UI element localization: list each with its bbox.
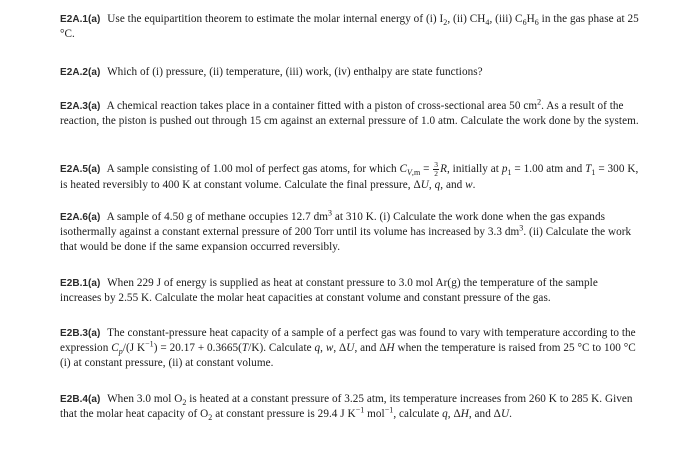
problem-id: E2A.3(a): [60, 101, 101, 112]
problem-text: A sample consisting of 1.00 mol of perfect gas atoms, for which $C_{V,m}$ = $\frac{3}{2}$ R, initially at $p_1 = 1.00$ atm and $T_1 = 300$ K, is heated reversibly to 400 K at constant volume. Calculate the final pressure, ΔU, q, and w.: [60, 160, 639, 191]
problem-text: The constant-pressure heat capacity of a sample of a perfect gas was found to vary with temperature according to the expression $C_p/(J$ $K^{-1}) = 20.17 + 0.3665(T/K)$. Calculate q, w, ΔU, and ΔH when the temperature is raised from 25 °C to 100 °C (i) at constant pressure, (ii) at constant volume.: [60, 327, 636, 369]
problem-text: Use the equipartition theorem to estimate the molar internal energy of (i) $I_2$, (ii) $CH_4$, (iii) $C_6H_6$ in the gas phase at 25 °C.: [60, 13, 639, 40]
problem-e2a-6a: [60, 210, 640, 255]
problem-text: Which of (i) pressure, (ii) temperature, (iii) work, (iv) enthalpy are state functions?: [107, 66, 483, 78]
problem-id: E2A.5(a): [60, 164, 101, 176]
problem-text: When 3.0 mol $O_2$ is heated at a constant pressure of 3.25 atm, its temperature increases from 260 K to 285 K. Given that the molar heat capacity of $O_2$ at constant pressure is 29.4 J $K^{-1}$ mol$^{-1}$, calculate q, ΔH, and ΔU.: [60, 393, 633, 423]
problem-text: A chemical reaction takes place in a container fitted with a piston of cross-sectional area 50 $cm^2$. As a result of the reaction, the piston is pushed out through 15 cm against an external pressure of 1.0 atm. Calculate the work done by the system.: [60, 97, 639, 127]
problem-id: E2A.1(a): [60, 14, 101, 25]
problem-id: E2B.3(a): [60, 328, 101, 339]
problem-e2b-3a: [60, 326, 640, 371]
problem-id: E2A.6(a): [60, 212, 101, 223]
problem-e2a-1a: [60, 12, 640, 42]
problem-text: A sample of 4.50 g of methane occupies 12.7 $dm^3$ at 310 K. (i) Calculate the work done when the gas expands isothermally against a constant external pressure of 200 Torr until its volume has increased by 3.3 $dm^3$. (ii) Calculate the work that would be done if the same expansion occurred reversibly.: [60, 208, 632, 253]
problem-e2a-2a: [60, 65, 640, 80]
problem-e2a-5a: [60, 161, 640, 193]
problem-e2a-3a: [60, 99, 640, 129]
problem-e2b-1a: [60, 276, 640, 306]
problem-id: E2B.1(a): [60, 278, 101, 289]
problem-text: When 229 J of energy is supplied as heat at constant pressure to 3.0 mol Ar(g) the temperature of the sample increases by 2.55 K. Calculate the molar heat capacities at constant volume and constant pressure of the gas.: [60, 277, 598, 304]
problem-id: E2B.4(a): [60, 394, 101, 405]
problem-e2b-4a: [60, 392, 640, 422]
problem-id: E2A.2(a): [60, 67, 101, 78]
